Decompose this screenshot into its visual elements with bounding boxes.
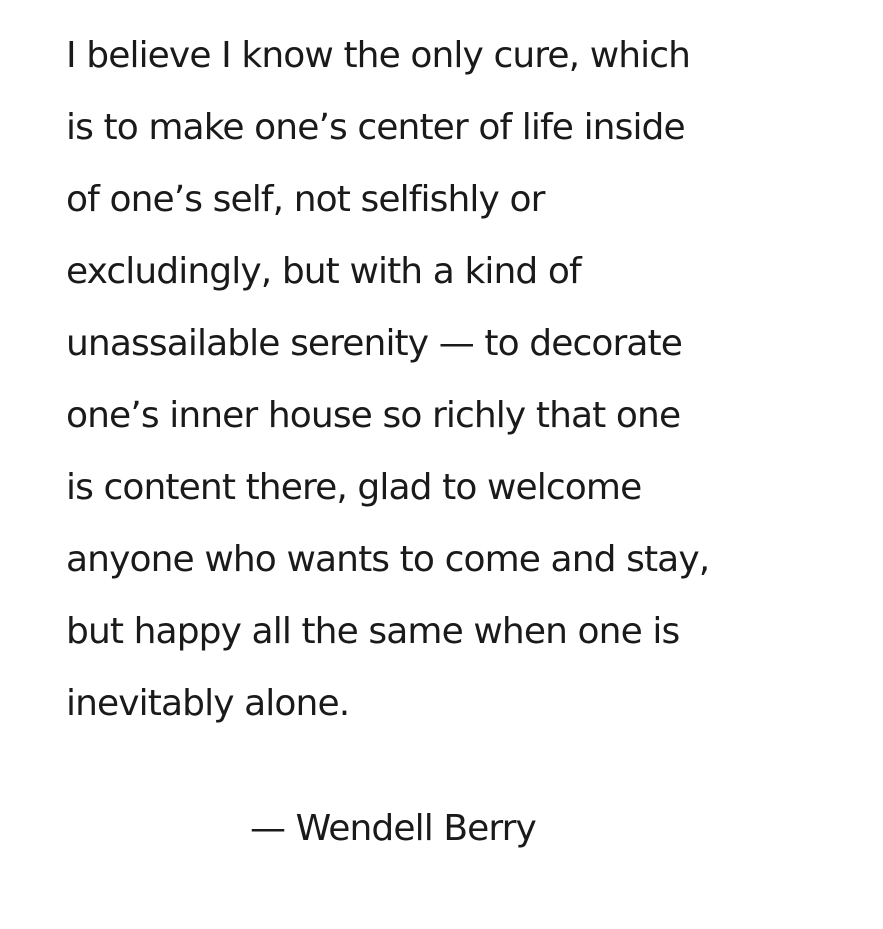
quote-line: one’s inner house so richly that one [66, 395, 681, 436]
quote-line: excludingly, but with a kind of [66, 251, 581, 292]
quote-line: is content there, glad to welcome [66, 467, 642, 508]
quote-line: inevitably alone. [66, 683, 350, 724]
quote-line: anyone who wants to come and stay, [66, 539, 710, 580]
quote-line: is to make one’s center of life inside [66, 107, 685, 148]
quote-line: unassailable serenity — to decorate [66, 323, 682, 364]
quote-line: but happy all the same when one is [66, 611, 680, 652]
quote-text [66, 20, 866, 740]
quote-line: of one’s self, not selfishly or [66, 179, 545, 220]
quote-line: I believe I know the only cure, which [66, 35, 691, 76]
quote-attribution: — Wendell Berry [250, 808, 536, 849]
